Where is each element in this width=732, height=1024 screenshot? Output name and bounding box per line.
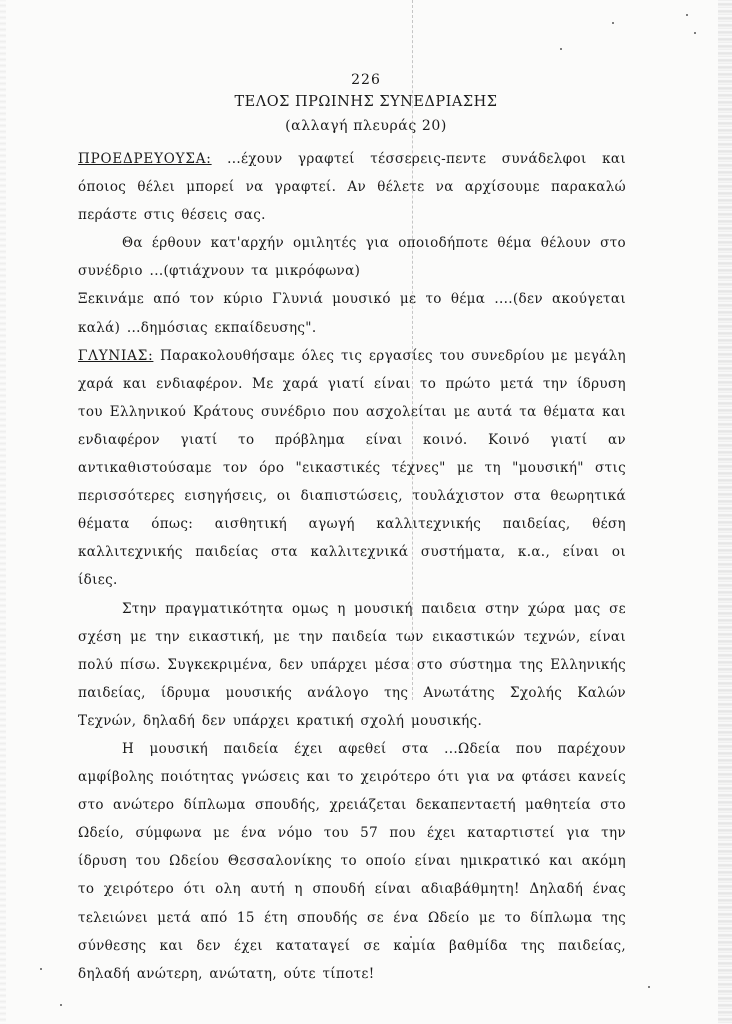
paragraph-text: ...έχουν γραφτεί τέσσερεις-πεντε συνάδελφοι και όποιος θέλει μπορεί να γραφτεί. Αν θέλετε να αρχίσουμε παρακαλώ περάστε στις θέσεις σας. — [78, 151, 626, 224]
paragraph-text: Η μουσική παιδεία έχει αφεθεί στα ...Ωδεία που παρέχουν αμφίβολης ποιότητας γνώσεις και το χειρότερο ότι για να φτάσει κανείς στο ανώτερο δίπλωμα σπουδής, χρειάζεται δεκαπενταετή μαθητεία στο Ωδείο, σύμφωνα με ένα νόμο του 57 που έχει καταρτιστεί για την ίδρυση του Ωδείου Θεσσαλονίκης το οποίο είναι ημικρατικό και ακόμη το χειρότερο ότι ολη αυτή η σπουδή είναι αδιαβάθμητη! Δηλαδή ένας τελειώνει μετά από 15 έτη σπουδής σε ένα Ωδείο με το δίπλωμα της σύνθεσης και δεν έχει καταταγεί σε καμία βαθμίδα της παιδείας, δηλαδή ανώτερη, ανώτατη, ούτε τίποτε! — [78, 740, 626, 982]
scan-speck — [648, 986, 650, 988]
scan-edge-right — [718, 0, 732, 1024]
transcript-body — [78, 145, 626, 988]
paragraph — [78, 285, 626, 341]
paragraph — [78, 342, 626, 595]
scan-speck — [40, 968, 42, 970]
paragraph — [78, 145, 626, 229]
page-subtitle: (αλλαγή πλευράς 20) — [285, 118, 447, 134]
page-title: ΤΕΛΟΣ ΠΡΩΙΝΗΣ ΣΥΝΕΔΡΙΑΣΗΣ — [234, 94, 498, 110]
scan-edge-left — [0, 0, 6, 1024]
page-number: 226 — [351, 72, 381, 88]
paragraph-text: Θα έρθουν κατ'αρχήν ομιλητές για οποιοδήποτε θέμα θέλουν στο συνέδριο ...(φτιάχνουν τα μικρόφωνα) — [78, 235, 626, 280]
speaker-label: ΠΡΟΕΔΡΕΥΟΥΣΑ: — [78, 151, 212, 167]
paragraph — [78, 735, 626, 988]
paragraph — [78, 595, 626, 735]
paragraph — [78, 229, 626, 285]
scan-speck — [60, 1004, 62, 1006]
scan-speck — [694, 32, 696, 34]
scan-speck — [560, 48, 562, 50]
paragraph-text: Ξεκινάμε από τον κύριο Γλυνιά μουσικό με το θέμα ....(δεν ακούγεται καλά) ...δημόσιας εκπαίδευσης". — [78, 291, 626, 336]
speaker-label: ΓΛΥΝΙΑΣ: — [78, 347, 154, 364]
paragraph-text: Παρακολουθήσαμε όλες τις εργασίες του συνεδρίου με μεγάλη χαρά και ενδιαφέρον. Με χαρά γιατί είναι το πρώτο μετά την ίδρυση του Ελληνικού Κράτους συνέδριο που ασχολείται με αυτά τα θέματα και ενδιαφέρον γιατί το πρόβλημα είναι κοινό. Κοινό γιατί αν αντικαθιστούσαμε τον όρο "εικαστικές τέχνες" με τη "μουσική" στις περισσότερες εισηγήσεις, οι διαπιστώσεις, τουλάχιστον στα θεωρητικά θέματα όπως: αισθητική αγωγή καλλιτεχνικής παιδείας, θέση καλλιτεχνικής παιδείας στα καλλιτεχνικά συστήματα, κ.α., είναι οι ίδιες. — [78, 347, 626, 589]
scan-speck — [686, 14, 688, 16]
paragraph-text: Στην πραγματικότητα ομως η μουσική παιδεια στην χώρα μας σε σχέση με την εικαστική, με την παιδεία των εικαστικών τεχνών, είναι πολύ πίσω. Συγκεκριμένα, δεν υπάρχει μέσα στο σύστημα της Ελληνικής παιδείας, ίδρυμα μουσικής ανάλογο της Ανωτάτης Σχολής Καλών Τεχνών, δηλαδή δεν υπάρχει κρατική σχολή μουσικής. — [78, 600, 626, 729]
scan-speck — [612, 22, 614, 24]
